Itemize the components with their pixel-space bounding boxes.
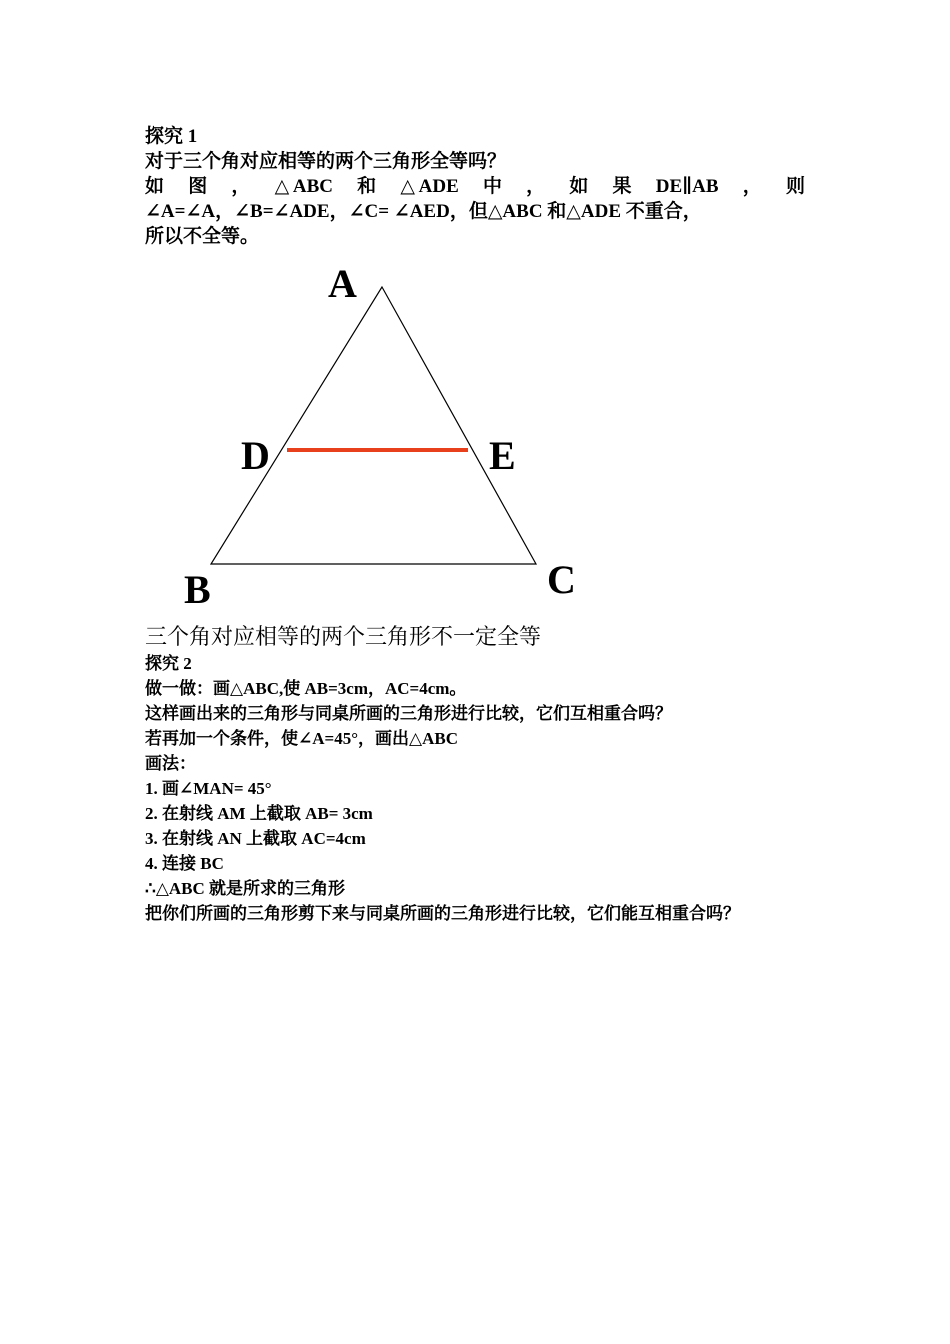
text-fragment: ， xyxy=(526,176,546,197)
section2-add-condition: 若再加一个条件，使∠A=45°，画出△ABC xyxy=(145,729,458,748)
section1-heading: 探究 1 xyxy=(145,126,198,147)
conclusion-text: 三个角对应相等的两个三角形不一定全等 xyxy=(145,625,542,650)
text-fragment: 如 xyxy=(569,176,589,197)
step-2: 2. 在射线 AM 上截取 AB= 3cm xyxy=(145,804,373,823)
text-fragment: 果 xyxy=(612,176,632,197)
triangle-abc xyxy=(211,287,536,564)
section1-paragraph-line2: ∠A=∠A，∠B=∠ADE，∠C= ∠AED，但△ABC 和△ADE 不重合， xyxy=(145,201,702,222)
text-fragment: 中 xyxy=(482,176,502,197)
text-fragment: △ ADE xyxy=(400,176,459,197)
text-fragment: ， xyxy=(742,176,762,197)
step-4: 4. 连接 BC xyxy=(145,854,224,873)
section2-compare-question: 这样画出来的三角形与同桌所画的三角形进行比较，它们互相重合吗？ xyxy=(145,704,672,723)
label-d: D xyxy=(241,433,270,478)
section2-heading: 探究 2 xyxy=(145,654,192,673)
therefore-statement: ∴△ABC 就是所求的三角形 xyxy=(145,879,346,898)
step-3: 3. 在射线 AN 上截取 AC=4cm xyxy=(145,829,366,848)
section2-method-label: 画法： xyxy=(145,754,196,773)
label-a: A xyxy=(328,261,357,306)
section1-question: 对于三个角对应相等的两个三角形全等吗？ xyxy=(145,151,507,172)
text-fragment: 和 xyxy=(357,176,377,197)
text-fragment: △ ABC xyxy=(274,176,333,197)
text-fragment: 图 xyxy=(188,176,208,197)
label-b: B xyxy=(184,567,211,612)
text-fragment: 则 xyxy=(785,176,805,197)
triangle-figure xyxy=(0,0,950,620)
text-fragment: 如 xyxy=(145,176,165,197)
section2-task: 做一做：画△ABC,使 AB=3cm，AC=4cm。 xyxy=(145,679,467,698)
text-fragment: DE∥AB xyxy=(655,176,719,197)
text-fragment: ， xyxy=(231,176,251,197)
label-e: E xyxy=(489,433,516,478)
final-question: 把你们所画的三角形剪下来与同桌所画的三角形进行比较，它们能互相重合吗？ xyxy=(145,904,740,923)
label-c: C xyxy=(547,557,576,602)
section1-paragraph-line3: 所以不全等。 xyxy=(145,226,260,247)
step-1: 1. 画∠MAN= 45° xyxy=(145,779,272,798)
